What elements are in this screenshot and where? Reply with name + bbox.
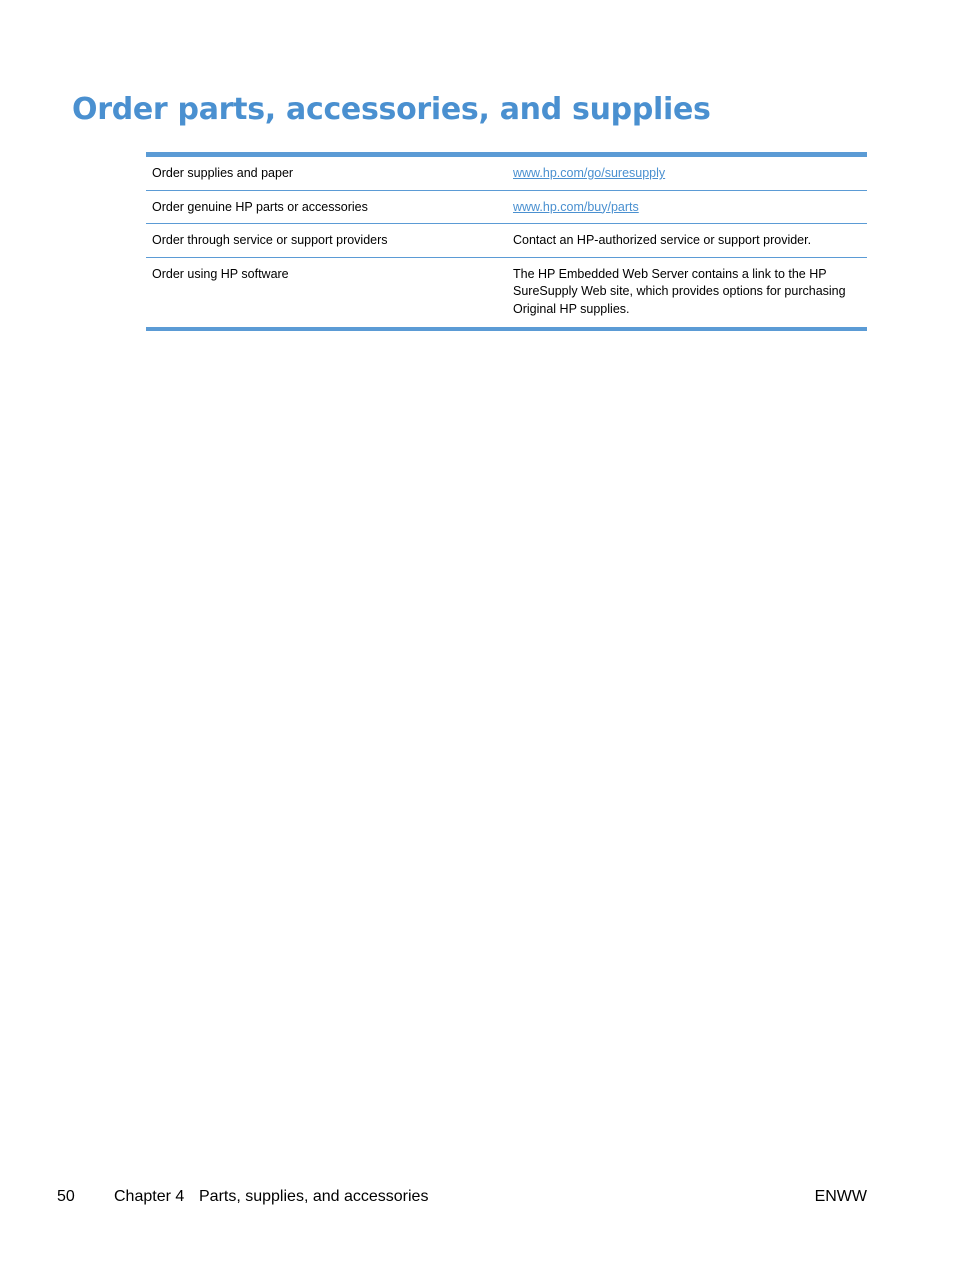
row-label: Order through service or support providers (146, 224, 507, 258)
parts-link[interactable]: www.hp.com/buy/parts (513, 199, 639, 214)
row-label: Order using HP software (152, 266, 289, 281)
row-label: Order genuine HP parts or accessories (146, 190, 507, 224)
footer-page-number: 50 (57, 1188, 75, 1205)
row-label: Order supplies and paper (146, 155, 507, 191)
footer-chapter: Chapter 4 (114, 1188, 185, 1205)
row-value: Contact an HP-authorized service or support provider. (507, 224, 867, 258)
table-row (146, 190, 867, 224)
order-options-table (146, 152, 867, 331)
footer-section-title: Parts, supplies, and accessories (199, 1188, 429, 1205)
row-value: The HP Embedded Web Server contains a link to the HP SureSupply Web site, which provides options for purchasing Original HP supplies. (513, 266, 846, 316)
table-row (146, 155, 867, 191)
footer-doc-code: ENWW (814, 1188, 867, 1205)
row-value (507, 155, 867, 191)
page-title: Order parts, accessories, and supplies (72, 92, 711, 127)
table-row (146, 224, 867, 258)
row-value (507, 190, 867, 224)
suresupply-link[interactable]: www.hp.com/go/suresupply (513, 166, 666, 180)
table-row (146, 257, 867, 329)
